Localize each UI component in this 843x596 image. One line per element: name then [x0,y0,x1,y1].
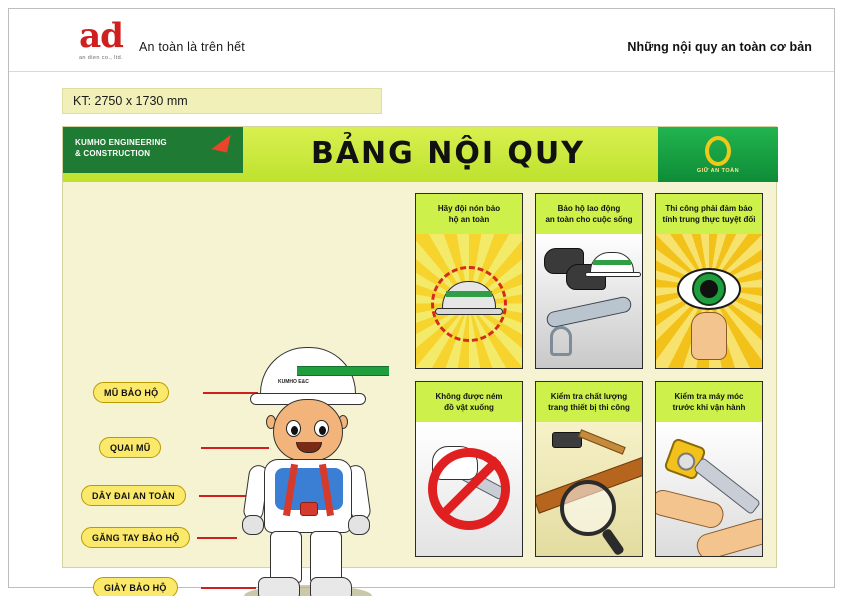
eye-pupil [700,280,718,298]
carabiner-hook-icon [550,326,572,356]
document-header [9,9,834,71]
mascot-body [264,459,352,533]
rule-card-grid [415,193,763,561]
mascot-boot-right [310,577,352,596]
header-divider [9,71,834,72]
rule-card-title: Hãy đội nón bảo hộ an toàn [416,194,522,234]
badge-ring-icon [705,136,731,166]
mascot-helmet-text: KUMHO E&C [278,379,309,385]
mascot-harness-buckle [300,502,318,516]
magnifier-hammer-icon [536,422,642,556]
safety-badge [658,127,778,182]
rule-card-title: Kiểm tra máy móc trước khi vận hành [656,382,762,422]
mascot-eye-right [314,420,329,437]
rule-card-helmet [415,193,523,369]
mascot-leg-left [270,531,302,583]
magnifier-lens-icon [560,480,616,536]
dimension-label: KT: 2750 x 1730 mm [73,94,188,108]
hardhat-brim [585,272,641,277]
kumho-line-2: & CONSTRUCTION [75,149,151,158]
helmet-rays-icon [416,234,522,368]
mascot-boot-left [258,577,300,596]
logo-subtext: an dien co., ltd. [78,55,124,61]
mascot-face [273,399,343,461]
hand-icon [691,312,727,360]
rule-card-title: Không được ném đồ vật xuống [416,382,522,422]
worker-mascot [226,347,386,596]
mascot-callouts [71,187,401,593]
hammer-head-icon [552,432,582,448]
mascot-glove-right [348,515,370,535]
mascot-glove-left [242,515,264,535]
company-logo [71,16,131,67]
kumho-line-1: KUMHO ENGINEERING [75,138,167,147]
safety-gear-icon [536,234,642,368]
rule-card-title: Bảo hộ lao động an toàn cho cuộc sống [536,194,642,234]
callout-safety-belt: DÂY ĐAI AN TOÀN [81,485,186,506]
mascot-pupil-right [319,426,326,435]
header-slogan: An toàn là trên hết [139,40,245,54]
logo-text: ad [79,16,123,56]
rule-card-ppe [535,193,643,369]
mascot-eye-left [286,420,301,437]
hardhat-brim [435,308,503,315]
mascot-smile [296,442,322,453]
poster-header-band [63,127,778,182]
dimension-bar [62,88,382,114]
poster-title: BẢNG NỘI QUY [310,136,586,171]
hardhat-band [446,291,492,297]
hardhat-band [593,260,631,265]
rule-card-title: Thi công phải đảm bảo tính trung thực tuyệt đối [656,194,762,234]
callout-chinstrap: QUAI MŨ [99,437,161,458]
header-title: Những nội quy an toàn cơ bản [627,40,812,54]
mascot-helmet-stripe [297,366,389,376]
mascot-helmet-icon [260,347,356,399]
callout-gloves: GĂNG TAY BẢO HỘ [81,527,190,548]
poster-artboard [62,126,777,593]
rule-card-no-throwing [415,381,523,557]
badge-label: GIỮ AN TOÀN [696,167,740,174]
no-throwing-icon [416,422,522,556]
mascot-leg-right [310,531,342,583]
callout-helmet: MŨ BẢO HỘ [93,382,169,403]
wrench-bolt-icon [656,422,762,556]
mascot-pupil-left [291,426,298,435]
callout-boots: GIÀY BẢO HỘ [93,577,178,596]
rule-card-equipment-check [535,381,643,557]
rule-card-integrity [655,193,763,369]
rule-card-title: Kiểm tra chất lượng trang thiết bị thi công [536,382,642,422]
rule-card-machine-check [655,381,763,557]
eye-icon [656,234,762,368]
